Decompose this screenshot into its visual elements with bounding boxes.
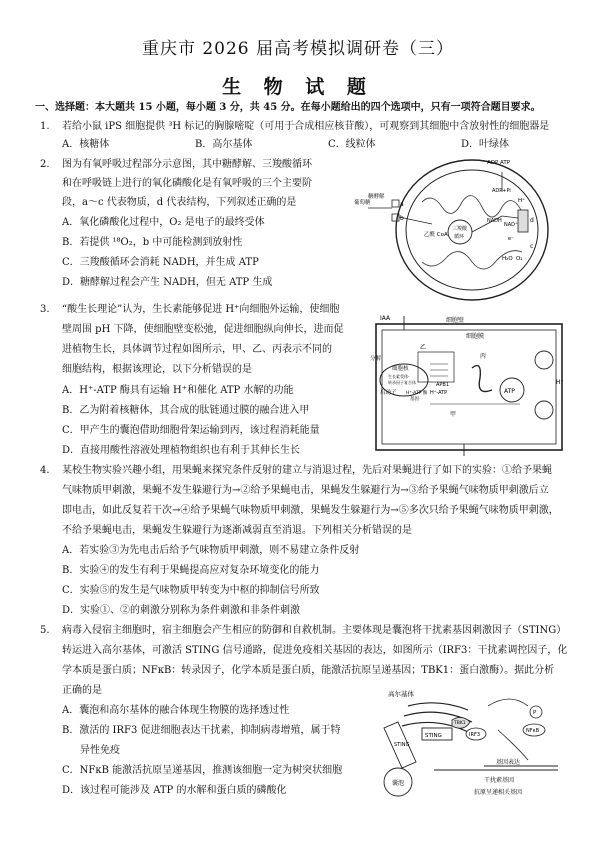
q5-option-b-continued: 异性免疫 bbox=[80, 745, 120, 756]
q1-option-c: C．线粒体 bbox=[328, 139, 376, 150]
q4-stem-line-2: 气味物质甲刺激，果蝇不发生躲避行为→②给予果蝇电击，果蝇发生躲避行为→③给予果蝇气味物质甲刺激后立 bbox=[62, 485, 549, 496]
fig3-label-nucleus: 细胞核 bbox=[392, 366, 409, 372]
fig2-label-b: b bbox=[400, 215, 404, 222]
q5-option-b: B．激活的 IRF3 促进细胞表达干扰素，抑制病毒增殖，属于特 bbox=[62, 725, 341, 736]
fig2-label-electron: e⁻ bbox=[508, 236, 514, 242]
fig3-label-apb1: APB1 bbox=[436, 382, 450, 388]
q2-stem-line-2: 和在呼吸链上进行的氧化磷酸化是有氧呼吸的三个主要阶 bbox=[62, 178, 312, 189]
subject-title: 生 物 试 题 bbox=[222, 76, 374, 98]
q4-stem-line-1: 某校生物实验兴趣小组，用果蝇来探究条件反射的建立与消退过程，先后对果蝇进行了如下的实验：①给予果蝇 bbox=[62, 465, 552, 476]
q1-option-b: B．高尔基体 bbox=[195, 139, 253, 150]
q4-option-c: C．实验⑤的发生是气味物质甲转变为中枢的抑制信号所致 bbox=[62, 585, 320, 596]
q3-stem-line-4: 细胞结构，根据该理论，以下分析错误的是 bbox=[62, 364, 252, 375]
fig3-label-jia: 甲 bbox=[450, 411, 457, 418]
fig3-label-yi: 乙 bbox=[420, 344, 427, 351]
q1-number: 1. bbox=[40, 121, 50, 132]
q5-number: 5. bbox=[40, 625, 50, 636]
fig2-label-glycolysis: 糖酵解 bbox=[368, 194, 385, 200]
fig5-label-sting-golgi: STING bbox=[425, 733, 442, 739]
q3-stem-line-1: “酸生长理论”认为，生长素能够促进 H⁺向细胞外运输，使细胞 bbox=[62, 304, 340, 315]
fig2-label-adp-pi: ADP+Pi bbox=[492, 188, 511, 194]
q3-option-c: C．甲产生的囊泡借助细胞骨架运输到丙，该过程消耗能量 bbox=[62, 425, 320, 436]
q4-stem-line-3: 即电击，如此反复若干次→④给予果蝇气味物质甲刺激，果蝇发生躲避行为→⑤多次只给予果蝇气味物质甲刺激， bbox=[62, 505, 559, 516]
mitochondria-figure bbox=[352, 152, 552, 308]
fig3-label-cell-membrane: 细胞膜 bbox=[466, 333, 485, 340]
q1-stem: 若给小鼠 iPS 细胞提供 ³H 标记的胸腺嘧啶（可用于合成相应核苷酸），可观察到其细胞中含放射性的细胞器是 bbox=[62, 121, 550, 132]
q2-number: 2. bbox=[40, 159, 50, 170]
q2-option-c: C．三羧酸循环会消耗 NADH，并生成 ATP bbox=[62, 257, 259, 268]
q3-number: 3. bbox=[40, 304, 50, 315]
q5-option-a: A．囊泡和高尔基体的融合体现生物膜的选择透过性 bbox=[62, 705, 290, 716]
q4-option-b: B．实验④的发生有利于果蝇提高应对复杂环境变化的能力 bbox=[62, 565, 320, 576]
q5-option-c: C．NFκB 能激活抗原呈递基因，推测该细胞一定为树突状细胞 bbox=[62, 765, 343, 776]
q4-option-d: D．实验①、②的刺激分别称为条件刺激和非条件刺激 bbox=[62, 605, 301, 616]
q5-stem-line-4: 正确的是 bbox=[62, 685, 102, 696]
q3-stem-line-3: 进植物生长，具体调节过程如图所示，甲、乙、丙表示不同的 bbox=[62, 344, 332, 355]
fig2-label-o2: O₂ bbox=[516, 256, 523, 262]
fig2-label-a: a bbox=[400, 201, 404, 208]
q4-number: 4. bbox=[40, 465, 50, 476]
q5-option-d: D．该过程可能涉及 ATP 的水解和蛋白质的磷酸化 bbox=[62, 785, 287, 796]
fig2-label-nad: NAD⁺ bbox=[504, 222, 518, 228]
fig5-label-vesicle: 囊泡 bbox=[392, 780, 405, 787]
q3-stem-line-2: 壁周围 pH 下降，使细胞壁变松弛，促进细胞纵向伸长，进而促 bbox=[62, 324, 344, 335]
fig5-label-sting-vesicle: STING bbox=[394, 742, 410, 748]
fig5-label-irf3: IRF3 bbox=[469, 732, 481, 738]
q2-stem-line-3: 段，a～c 代表物质，d 代表结构，下列叙述正确的是 bbox=[62, 197, 297, 208]
fig5-label-tbk1: TBK1 bbox=[454, 721, 466, 726]
fig2-label-nadh: NADH bbox=[487, 218, 502, 224]
fig3-label-atp: ATP bbox=[504, 388, 515, 395]
q4-stem-line-4: 不给予果蝇电击，果蝇发生躲避行为逐渐减弱直至消退。下列相关分析错误的是 bbox=[62, 525, 412, 536]
fig3-label-receptor: 生长素受体- bbox=[388, 374, 410, 379]
fig3-label-cell-wall: 细胞壁 bbox=[446, 317, 465, 324]
fig3-label-decompose: 分解 bbox=[370, 356, 382, 362]
q2-option-b: B．若提供 ¹⁸O₂，b 中可能检测到放射性 bbox=[62, 237, 243, 248]
fig3-label-h-out: H⁺ bbox=[556, 379, 564, 386]
fig5-label-gene-expression: 基因表达 bbox=[496, 759, 521, 766]
fig3-label-promoter: 启动子 bbox=[380, 390, 397, 396]
q4-option-a: A．若实验③为先电击后给予气味物质甲刺激，则不易建立条件反射 bbox=[62, 545, 360, 556]
fig3-label-h-atpase: H⁺-ATP 酶 bbox=[406, 391, 428, 396]
fig5-label-interferon-gene: 干扰素基因 bbox=[484, 777, 515, 784]
section-heading: 一、选择题：本大题共 15 小题，每小题 3 分，共 45 分。在每小题给出的四个选项中，只有一项符合题目要求。 bbox=[35, 102, 541, 113]
q2-option-d: D．糖酵解过程会产生 NADH，但无 ATP 生成 bbox=[62, 277, 273, 288]
fig2-label-atp: ATP bbox=[500, 160, 511, 166]
q5-stem-line-3: 学本质是蛋白质；NFκB：转录因子，化学本质是蛋白质，能激活抗原呈递基因；TBK1：蛋白激酶）。据此分析 bbox=[62, 665, 555, 676]
q2-option-a: A．氧化磷酸化过程中，O₂ 是电子的最终受体 bbox=[62, 217, 265, 228]
fig3-label-tf-complex: 转录因子复合体 bbox=[388, 380, 416, 385]
q2-stem-line-1: 图为有氧呼吸过程部分示意图，其中糖酵解、三羧酸循环 bbox=[62, 159, 312, 170]
fig5-label-nfkb: NFκB bbox=[526, 728, 539, 734]
fig3-label-bing: 丙 bbox=[480, 353, 487, 360]
fig2-label-tca-1: 三羧酸 bbox=[452, 226, 468, 232]
fig2-label-d: d bbox=[530, 217, 534, 224]
fig3-label-gene: 基因 bbox=[410, 397, 419, 402]
fig2-label-tca-2: 循环 bbox=[454, 234, 465, 240]
fig2-label-h2o: H₂O bbox=[502, 256, 513, 262]
q5-stem-line-1: 病毒入侵宿主细胞时，宿主细胞会产生相应的防御和自救机制。主要体现是囊泡将干扰素基因刺激因子（STING） bbox=[62, 625, 567, 636]
fig5-label-p: P bbox=[533, 710, 537, 716]
fig2-label-c: c bbox=[530, 243, 534, 250]
fig5-label-antigen-gene: 抗原呈递相关基因 bbox=[474, 789, 523, 796]
q1-option-d: D．叶绿体 bbox=[461, 139, 510, 150]
fig3-label-h-atp: H⁺-ATP bbox=[430, 390, 448, 396]
q3-option-a: A．H⁺-ATP 酶具有运输 H⁺和催化 ATP 水解的功能 bbox=[62, 385, 294, 396]
q3-option-b: B．乙为附着核糖体，其合成的肽链通过膜的融合进入甲 bbox=[62, 405, 310, 416]
q5-stem-line-2: 转运进入高尔基体，可激活 STING 信号通路，促进免疫相关基因的表达，如图所示（IRF3：干扰素调控因子，化 bbox=[62, 645, 568, 656]
fig2-label-glucose: 葡萄糖 bbox=[354, 200, 371, 206]
acid-growth-figure bbox=[370, 312, 570, 458]
fig3-label-iaa-top: IAA bbox=[380, 315, 391, 322]
sting-pathway-figure bbox=[368, 686, 564, 806]
q1-option-a: A．核糖体 bbox=[62, 139, 110, 150]
fig2-label-adp: ADP bbox=[487, 160, 499, 166]
fig2-label-acetyl-coa: 乙酰 CoA bbox=[424, 232, 448, 238]
fig5-label-golgi: 高尔基体 bbox=[388, 690, 414, 698]
fig2-label-h: H⁺ bbox=[518, 198, 526, 204]
exam-title: 重庆市 2026 届高考模拟调研卷（三） bbox=[141, 39, 455, 59]
q3-option-d: D．直接用酸性溶液处理植物组织也有利于其伸长生长 bbox=[62, 445, 301, 456]
